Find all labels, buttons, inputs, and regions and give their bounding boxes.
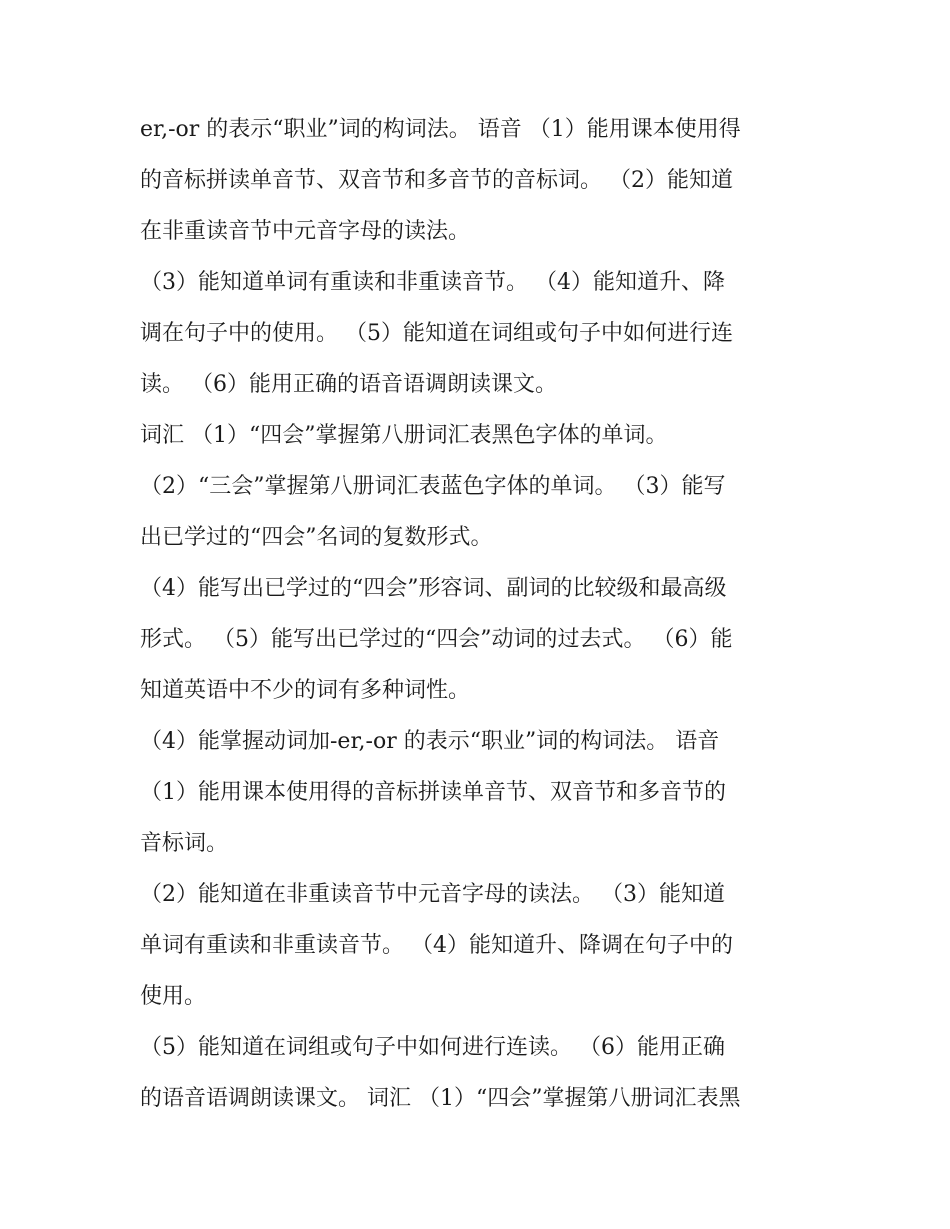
- text-line: （2）“三会”掌握第八册词汇表蓝色字体的单词。 （3）能写: [140, 474, 726, 499]
- text-line: （2）能知道在非重读音节中元音字母的读法。 （3）能知道: [140, 882, 725, 907]
- text-line: 的音标拼读单音节、双音节和多音节的音标词。 （2）能知道: [140, 168, 733, 193]
- document-body: [140, 104, 820, 1124]
- text-line: 形式。 （5）能写出已学过的“四会”动词的过去式。 （6）能: [140, 627, 733, 652]
- text-line: 的语音语调朗读课文。 词汇 （1）“四会”掌握第八册词汇表黑: [140, 1086, 741, 1111]
- text-line: 出已学过的“四会”名词的复数形式。: [140, 525, 493, 550]
- text-line: 使用。: [140, 984, 207, 1009]
- text-line: （5）能知道在词组或句子中如何进行连读。 （6）能用正确: [140, 1035, 725, 1060]
- text-line: （1）能用课本使用得的音标拼读单音节、双音节和多音节的: [140, 780, 726, 805]
- text-line: 调在句子中的使用。 （5）能知道在词组或句子中如何进行连: [140, 321, 733, 346]
- text-line: 词汇 （1）“四会”掌握第八册词汇表黑色字体的单词。: [140, 423, 668, 448]
- text-line: 在非重读音节中元音字母的读法。: [140, 219, 471, 244]
- text-line: （4）能写出已学过的“四会”形容词、副词的比较级和最高级: [140, 576, 727, 601]
- text-line: 音标词。: [140, 831, 229, 856]
- text-line: （4）能掌握动词加-er,-or 的表示“职业”词的构词法。 语音: [140, 729, 720, 754]
- text-line: （3）能知道单词有重读和非重读音节。 （4）能知道升、降: [140, 270, 725, 295]
- text-line: 读。 （6）能用正确的语音语调朗读课文。: [140, 372, 557, 397]
- text-line: 知道英语中不少的词有多种词性。: [140, 678, 471, 703]
- text-line: er,-or 的表示“职业”词的构词法。 语音 （1）能用课本使用得: [140, 117, 741, 142]
- text-line: 单词有重读和非重读音节。 （4）能知道升、降调在句子中的: [140, 933, 733, 958]
